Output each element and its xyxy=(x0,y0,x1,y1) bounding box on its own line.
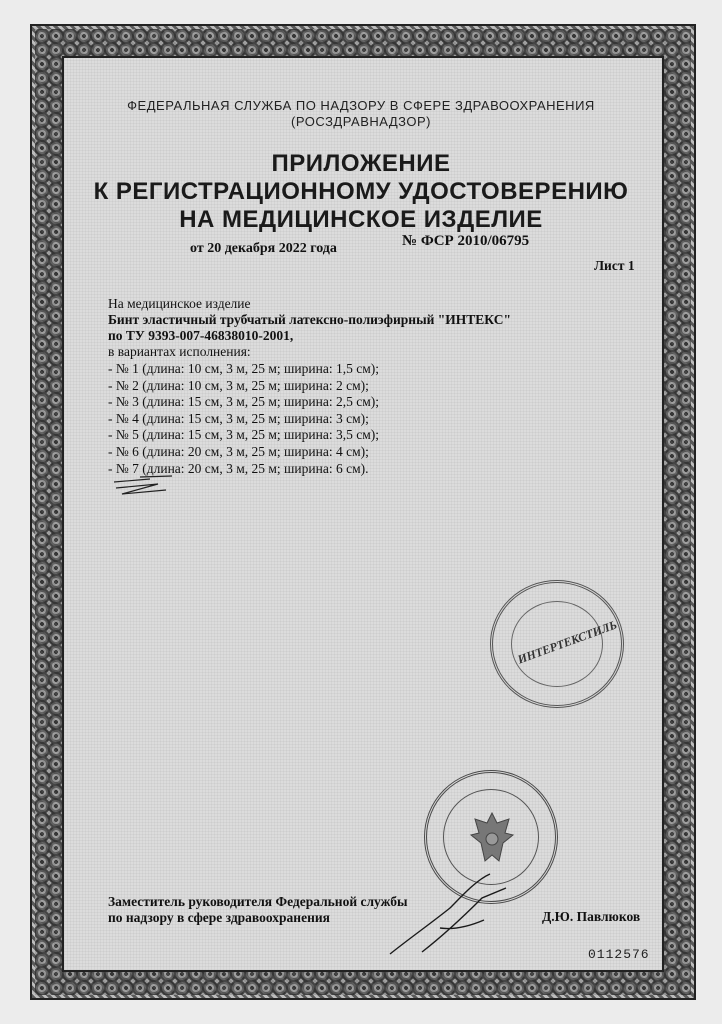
signatory-title-line1: Заместитель руководителя Федеральной службы xyxy=(108,894,408,909)
document-title-line3: НА МЕДИЦИНСКОЕ ИЗДЕЛИЕ xyxy=(179,206,543,233)
variant-item: - № 2 (длина: 10 см, 3 м, 25 м; ширина: 2 см); xyxy=(108,377,369,393)
variant-item: - № 3 (длина: 15 см, 3 м, 25 м; ширина: 2,5 см); xyxy=(108,394,380,410)
company-stamp xyxy=(490,580,624,708)
variant-item: - № 6 (длина: 20 см, 3 м, 25 м; ширина: 4 см); xyxy=(108,443,369,459)
product-spec: по ТУ 9393-007-46838010-2001, xyxy=(108,328,294,343)
document-title-line2: К РЕГИСТРАЦИОННОМУ УДОСТОВЕРЕНИЮ xyxy=(93,178,629,205)
registration-number: № ФСР 2010/06795 xyxy=(402,233,530,249)
signatory-name: Д.Ю. Павлюков xyxy=(542,909,641,924)
issue-date: от 20 декабря 2022 года xyxy=(190,241,337,256)
variant-item: - № 7 (длина: 20 см, 3 м, 25 м; ширина: 6 см). xyxy=(108,460,369,476)
variant-item: - № 1 (длина: 10 см, 3 м, 25 м; ширина: 1,5 см); xyxy=(108,361,380,376)
product-name: Бинт эластичный трубчатый латексно-полиэфирный "ИНТЕКС" xyxy=(108,312,511,327)
variant-item: - № 5 (длина: 15 см, 3 м, 25 м; ширина: 3,5 см); xyxy=(108,427,380,443)
variants-list xyxy=(108,361,379,477)
document-title-line1: ПРИЛОЖЕНИЕ xyxy=(271,150,451,177)
double-headed-eagle-icon xyxy=(465,809,519,867)
signatory-title-line2: по надзору в сфере здравоохранения xyxy=(108,910,330,925)
signature-mark xyxy=(380,868,520,964)
intro-text: На медицинское изделие xyxy=(108,296,251,311)
serial-number: 0112576 xyxy=(588,947,650,962)
agency-name: ФЕДЕРАЛЬНАЯ СЛУЖБА ПО НАДЗОРУ В СФЕРЕ ЗДРАВООХРАНЕНИЯ xyxy=(127,98,595,113)
company-stamp-text: ИНТЕРТЕКСТИЛЬ xyxy=(515,617,619,667)
sheet-number: Лист 1 xyxy=(594,258,635,273)
variant-item: - № 4 (длина: 15 см, 3 м, 25 м; ширина: 3 см); xyxy=(108,410,369,426)
agency-abbreviation: (РОСЗДРАВНАДЗОР) xyxy=(291,114,431,129)
variants-intro: в вариантах исполнения: xyxy=(108,344,251,359)
initials-mark xyxy=(110,474,180,498)
